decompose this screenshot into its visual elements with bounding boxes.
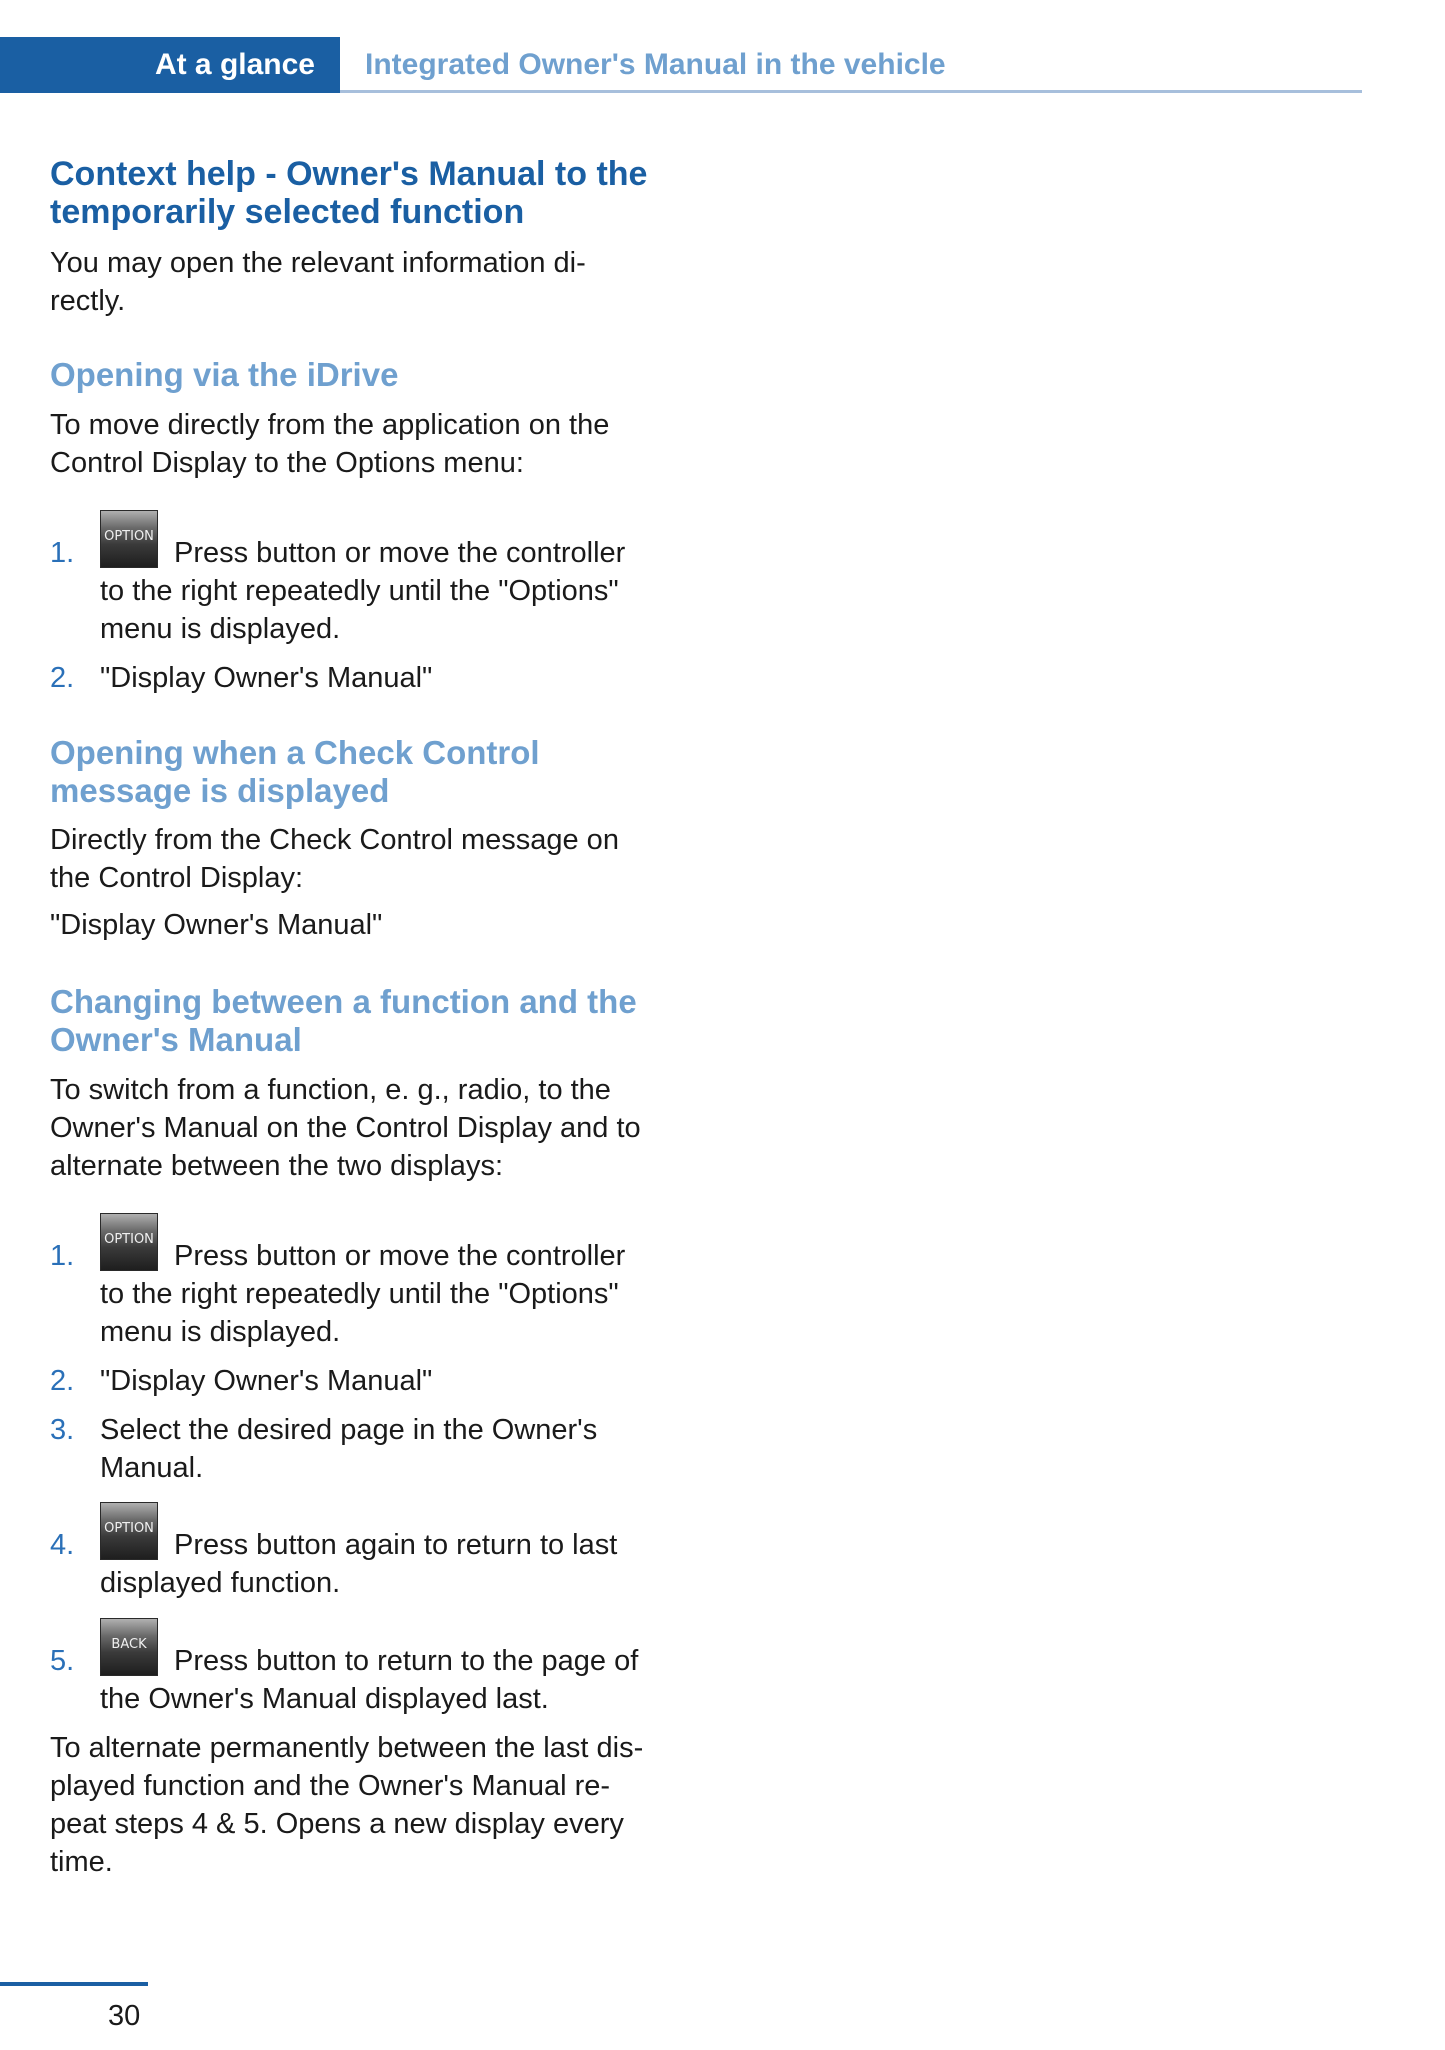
step-text: Press button again to return to last: [174, 1529, 618, 1561]
option-button-icon: OPTION: [100, 510, 158, 568]
heading-changing: Changing between a function and the Owner's Manual: [50, 983, 637, 1058]
intro-paragraph: You may open the relevant information di- rectly.: [50, 247, 586, 317]
page-number: 30: [108, 2000, 141, 2032]
step-text: "Display Owner's Manual": [100, 662, 433, 694]
step-number: 2.: [50, 1365, 75, 1397]
page-title: Context help - Owner's Manual to the temporarily selected function: [50, 155, 648, 231]
step-text: "Display Owner's Manual": [100, 1365, 433, 1397]
check-control-intro: Directly from the Check Control message on the Control Display:: [50, 824, 619, 894]
check-control-item: "Display Owner's Manual": [50, 909, 383, 941]
closing-paragraph: To alternate permanently between the last dis- played function and the Owner's Manual re- peat steps 4 & 5. Opens a new display every time.: [50, 1732, 644, 1878]
idrive-intro: To move directly from the application on the Control Display to the Options menu:: [50, 409, 610, 479]
option-button-icon: OPTION: [100, 1213, 158, 1271]
step-number: 2.: [50, 662, 75, 694]
heading-check-control: Opening when a Check Control message is displayed: [50, 734, 540, 809]
step-text: Press button or move the controller: [174, 537, 626, 569]
footer-rule: [0, 1982, 148, 1986]
step-text: Select the desired page in the Owner's Manual.: [100, 1414, 598, 1484]
step-text: the Owner's Manual displayed last.: [100, 1683, 549, 1715]
step-text: Press button to return to the page of: [174, 1645, 639, 1677]
step-number: 1.: [50, 537, 75, 569]
back-button-icon: BACK: [100, 1618, 158, 1676]
header-section-label: At a glance: [0, 37, 340, 93]
step-text: to the right repeatedly until the "Options" menu is displayed.: [100, 1278, 619, 1348]
changing-intro: To switch from a function, e. g., radio, to the Owner's Manual on the Control Display and to alternate between the two displays:: [50, 1074, 641, 1182]
step-number: 5.: [50, 1645, 75, 1677]
step-text: Press button or move the controller: [174, 1240, 626, 1272]
header-chapter-title: Integrated Owner's Manual in the vehicle: [365, 48, 946, 81]
heading-idrive: Opening via the iDrive: [50, 356, 399, 393]
header-rule: [340, 90, 1362, 93]
step-number: 3.: [50, 1414, 75, 1446]
step-text: displayed function.: [100, 1567, 341, 1599]
option-button-icon: OPTION: [100, 1502, 158, 1560]
step-number: 1.: [50, 1240, 75, 1272]
step-text: to the right repeatedly until the "Options" menu is displayed.: [100, 575, 619, 645]
step-number: 4.: [50, 1529, 75, 1561]
